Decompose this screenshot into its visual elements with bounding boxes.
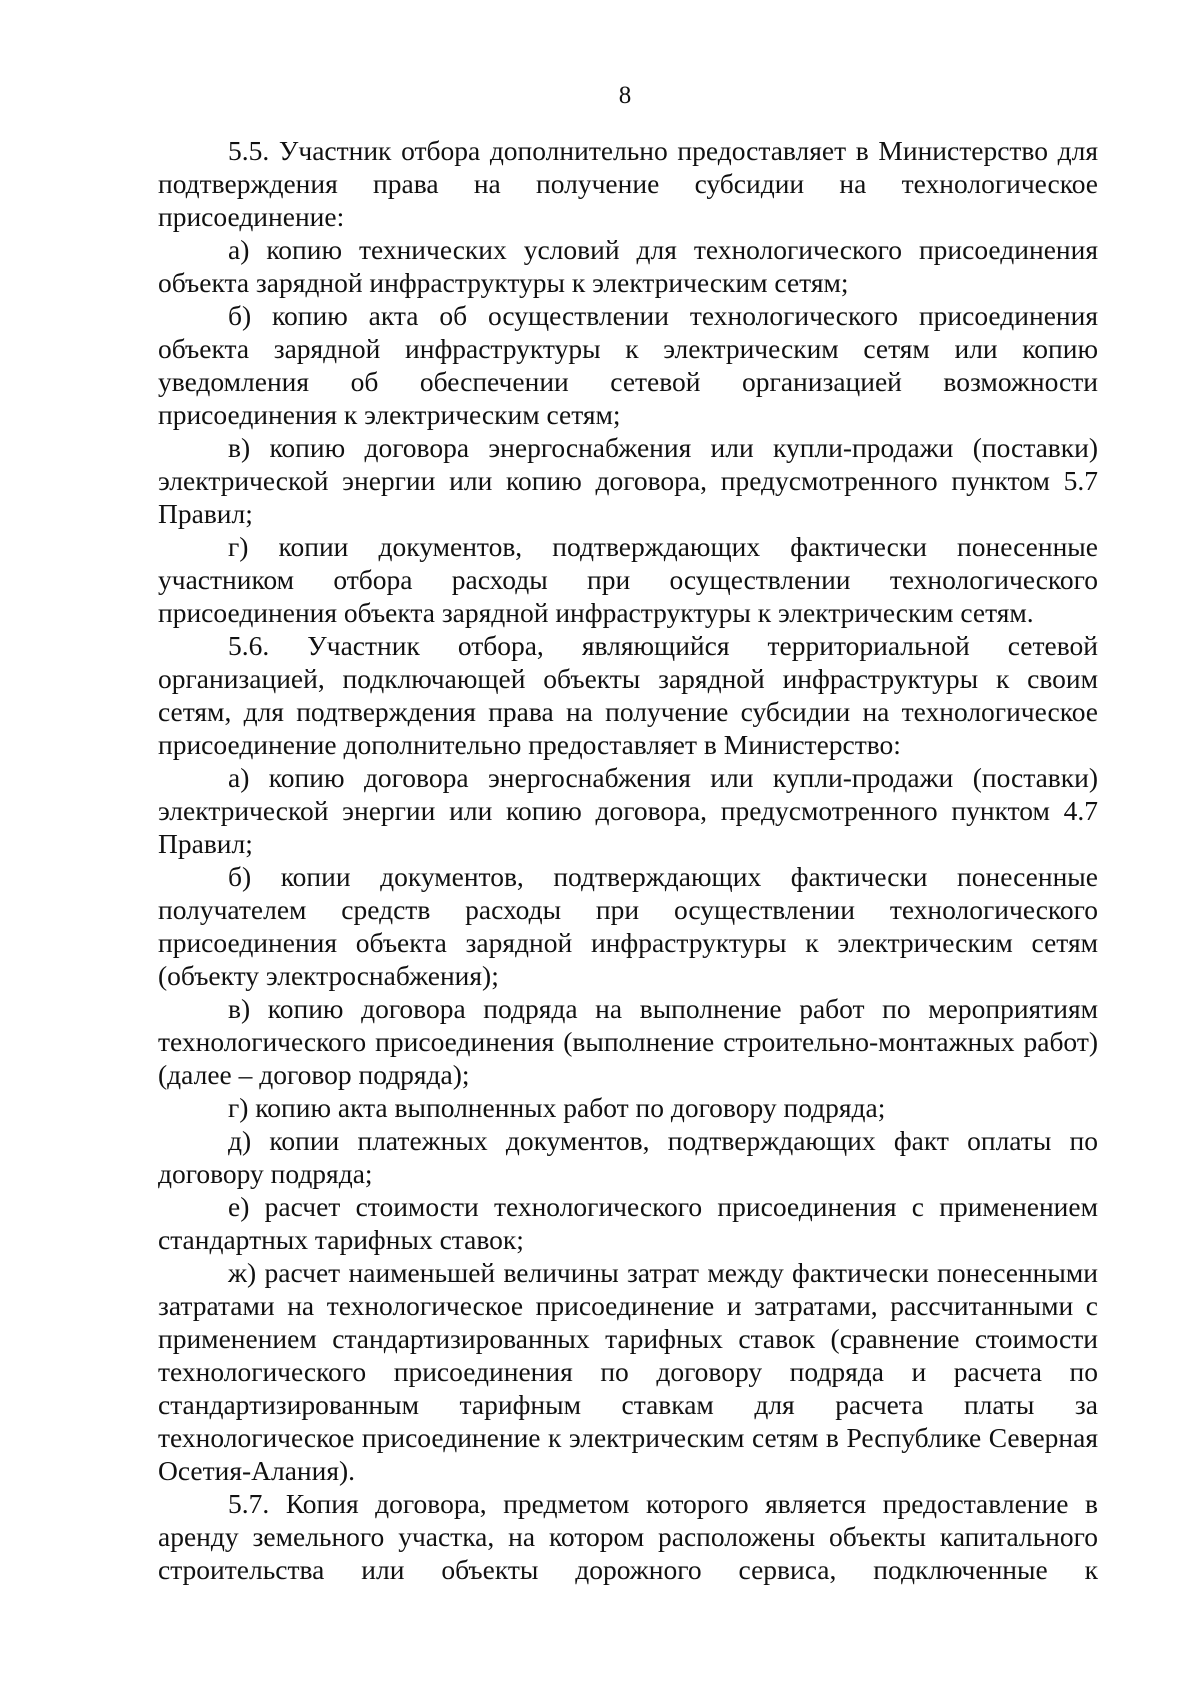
paragraph-5-6-b: б) копии документов, подтверждающих фактически понесенные получателем средств расходы при осуществлении технологического присоединения объекта зарядной инфраструктуры к электрическим сетям (объекту электроснабжения); [158,861,1098,991]
paragraph-5-5-b: б) копию акта об осуществлении технологического присоединения объекта зарядной инфраструктуры к электрическим сетям или копию уведомления об обеспечении сетевой организацией возможности присоединения к электрическим сетям; [158,300,1098,430]
paragraph-5-7: 5.7. Копия договора, предметом которого является предоставление в аренду земельного участка, на котором расположены объекты капитального строительства или объекты дорожного сервиса, подключенные к [158,1488,1098,1585]
document-body [158,134,1098,1586]
paragraph-5-6-v: в) копию договора подряда на выполнение работ по мероприятиям технологического присоединения (выполнение строительно-монтажных работ) (далее – договор подряда); [158,993,1098,1090]
paragraph-5-6-g: г) копию акта выполненных работ по договору подряда; [228,1092,886,1123]
paragraph-5-6-a: а) копию договора энергоснабжения или купли-продажи (поставки) электрической энергии или копию договора, предусмотренного пунктом 4.7 Правил; [158,762,1098,859]
paragraph-5-6-e: е) расчет стоимости технологического присоединения с применением стандартных тарифных ставок; [158,1191,1098,1255]
page-number: 8 [618,82,632,109]
paragraph-5-5-v: в) копию договора энергоснабжения или купли-продажи (поставки) электрической энергии или копию договора, предусмотренного пунктом 5.7 Правил; [158,432,1098,529]
paragraph-5-6-zh: ж) расчет наименьшей величины затрат между фактически понесенными затратами на технологическое присоединение и затратами, рассчитанными с применением стандартизированных тарифных ставок (сравнение стоимости технологического присоединения по договору подряда и расчета по стандартизированным тарифным ставкам для расчета платы за технологическое присоединение к электрическим сетям в Республике Северная Осетия-Алания). [158,1257,1098,1486]
paragraph-5-5-g: г) копии документов, подтверждающих фактически понесенные участником отбора расходы при осуществлении технологического присоединения объекта зарядной инфраструктуры к электрическим сетям. [158,531,1098,628]
paragraph-5-6-d: д) копии платежных документов, подтверждающих факт оплаты по договору подряда; [158,1125,1098,1189]
paragraph-5-5: 5.5. Участник отбора дополнительно предоставляет в Министерство для подтверждения права на получение субсидии на технологическое присоединение: [158,135,1098,232]
paragraph-5-5-a: а) копию технических условий для технологического присоединения объекта зарядной инфраструктуры к электрическим сетям; [158,234,1098,298]
paragraph-5-6: 5.6. Участник отбора, являющийся территориальной сетевой организацией, подключающей объекты зарядной инфраструктуры к своим сетям, для подтверждения права на получение субсидии на технологическое присоединение дополнительно предоставляет в Министерство: [158,630,1098,760]
